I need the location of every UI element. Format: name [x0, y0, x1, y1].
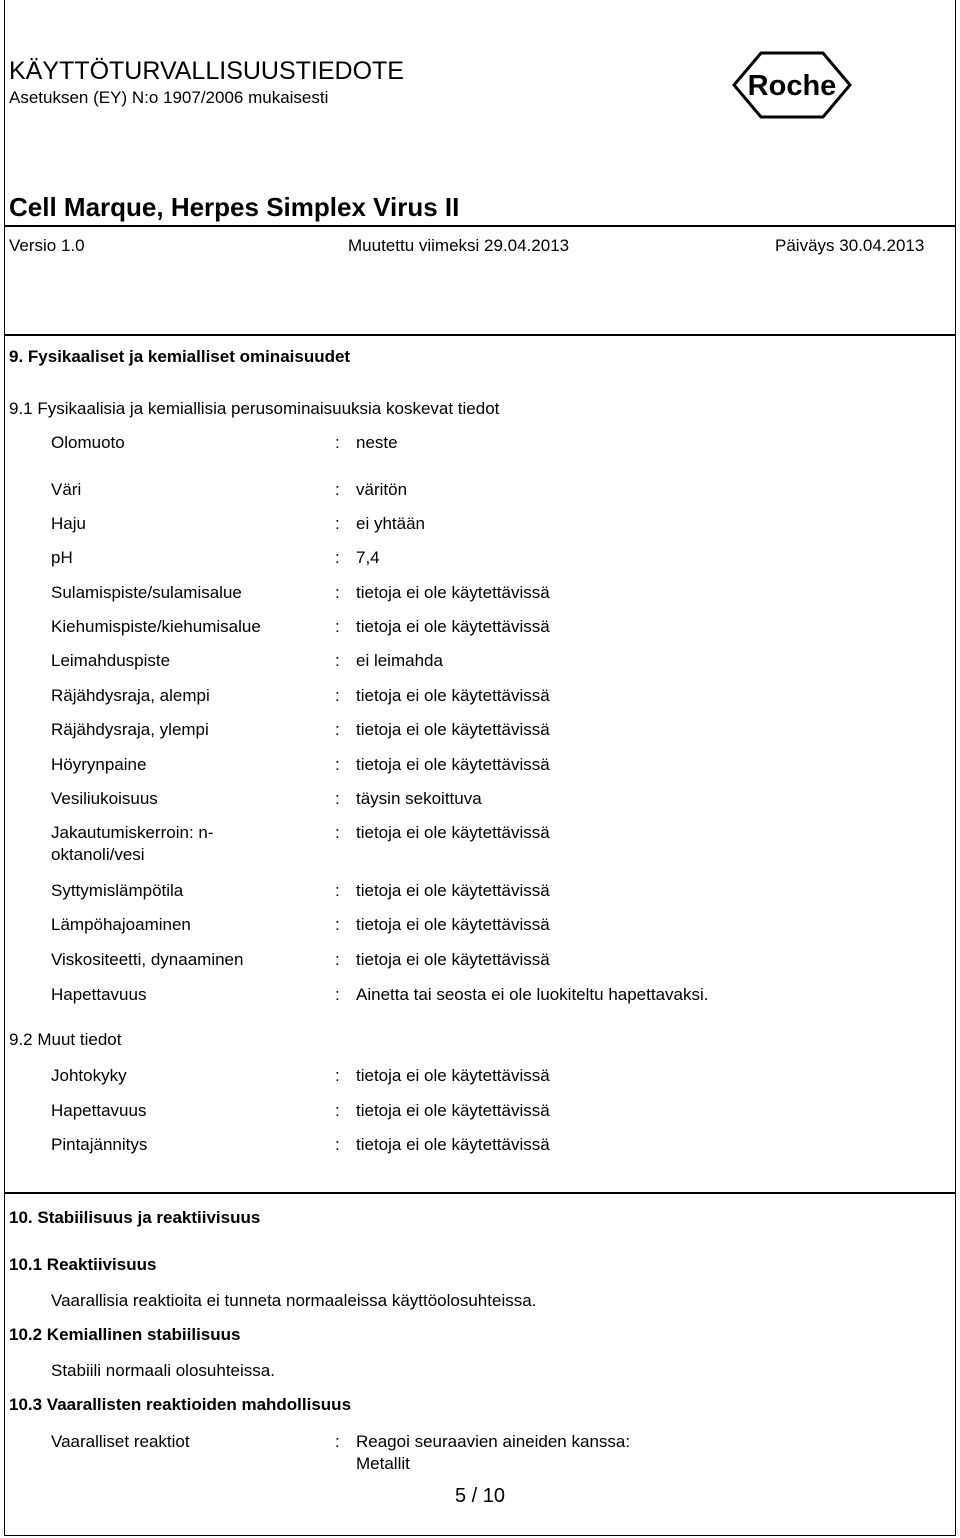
section10-2-heading: 10.2 Kemiallinen stabiilisuus	[9, 1325, 241, 1344]
property-value	[356, 1431, 916, 1475]
property-value: tietoja ei ole käytettävissä	[356, 823, 550, 842]
property-label: Leimahduspiste	[51, 651, 171, 670]
colon: :	[335, 583, 340, 602]
colon: :	[335, 686, 340, 705]
colon: :	[335, 433, 340, 452]
property-value: Ainetta tai seosta ei ole luokiteltu hapettavaksi.	[356, 985, 709, 1004]
property-label: Haju	[51, 514, 86, 533]
property-label: Olomuoto	[51, 433, 125, 452]
property-label: Syttymislämpötila	[51, 881, 184, 900]
property-value: tietoja ei ole käytettävissä	[356, 1101, 550, 1120]
colon: :	[335, 1066, 340, 1085]
property-value: tietoja ei ole käytettävissä	[356, 1066, 550, 1085]
colon: :	[335, 915, 340, 934]
property-value: tietoja ei ole käytettävissä	[356, 915, 550, 934]
property-value: tietoja ei ole käytettävissä	[356, 755, 550, 774]
property-label: Kiehumispiste/kiehumisalue	[51, 617, 261, 636]
section10-rule	[4, 1192, 956, 1194]
colon: :	[335, 789, 340, 808]
property-label: Viskositeetti, dynaaminen	[51, 950, 244, 969]
section9-2-heading: 9.2 Muut tiedot	[9, 1030, 122, 1049]
reactivity-text: Vaarallisia reaktioita ei tunneta normaaleissa käyttöolosuhteissa.	[51, 1291, 537, 1310]
property-label: Räjähdysraja, alempi	[51, 686, 210, 705]
property-label: Vaaralliset reaktiot	[51, 1432, 190, 1451]
colon: :	[335, 514, 340, 533]
colon: :	[335, 548, 340, 567]
property-label: pH	[51, 548, 73, 567]
property-value: tietoja ei ole käytettävissä	[356, 720, 550, 739]
section10-1-heading: 10.1 Reaktiivisuus	[9, 1255, 157, 1274]
property-label: Väri	[51, 480, 82, 499]
colon: :	[335, 480, 340, 499]
property-value: tietoja ei ole käytettävissä	[356, 617, 550, 636]
colon: :	[335, 1432, 340, 1451]
section9-1-heading: 9.1 Fysikaalisia ja kemiallisia perusominaisuuksia koskevat tiedot	[9, 399, 500, 418]
property-label: Hapettavuus	[51, 985, 147, 1004]
section10-title: 10. Stabiilisuus ja reaktiivisuus	[9, 1208, 261, 1227]
property-value: neste	[356, 433, 398, 452]
property-value: täysin sekoittuva	[356, 789, 482, 808]
property-value: tietoja ei ole käytettävissä	[356, 686, 550, 705]
section10-3-heading: 10.3 Vaarallisten reaktioiden mahdollisuus	[9, 1395, 352, 1414]
property-label: Lämpöhajoaminen	[51, 915, 191, 934]
colon: :	[335, 1135, 340, 1154]
property-value: tietoja ei ole käytettävissä	[356, 881, 550, 900]
colon: :	[335, 651, 340, 670]
property-label: Pintajännitys	[51, 1135, 148, 1154]
page-number: 5 / 10	[454, 1485, 506, 1507]
regulation-subtitle: Asetuksen (EY) N:o 1907/2006 mukaisesti	[9, 88, 329, 107]
colon: :	[335, 950, 340, 969]
roche-logo-text: Roche	[747, 70, 837, 102]
property-label: Jakautumiskerroin: n-oktanoli/vesi	[51, 823, 214, 864]
stability-text: Stabiili normaali olosuhteissa.	[51, 1361, 275, 1380]
colon: :	[335, 985, 340, 1004]
section9-title: 9. Fysikaaliset ja kemialliset ominaisuudet	[9, 347, 351, 366]
property-label: Hapettavuus	[51, 1101, 147, 1120]
property-label: Vesiliukoisuus	[51, 789, 158, 808]
section9-rule	[4, 334, 956, 336]
colon: :	[335, 755, 340, 774]
issue-date: Päiväys 30.04.2013	[775, 236, 925, 255]
property-value: tietoja ei ole käytettävissä	[356, 950, 550, 969]
colon: :	[335, 617, 340, 636]
product-name: Cell Marque, Herpes Simplex Virus II	[9, 192, 460, 222]
property-value: tietoja ei ole käytettävissä	[356, 583, 550, 602]
property-value: ei yhtään	[356, 514, 425, 533]
property-label: Höyrynpaine	[51, 755, 147, 774]
property-value: 7,4	[356, 548, 380, 567]
property-label: Räjähdysraja, ylempi	[51, 720, 209, 739]
colon: :	[335, 720, 340, 739]
colon: :	[335, 1101, 340, 1120]
revised-date: Muutettu viimeksi 29.04.2013	[348, 236, 570, 255]
property-value: ei leimahda	[356, 651, 443, 670]
colon: :	[335, 881, 340, 900]
property-value: tietoja ei ole käytettävissä	[356, 1135, 550, 1154]
version-label: Versio 1.0	[9, 236, 85, 255]
document-title: KÄYTTÖTURVALLISUUSTIEDOTE	[9, 57, 404, 85]
value-line: Reagoi seuraavien aineiden kanssa:	[356, 1432, 631, 1451]
property-value: väritön	[356, 480, 408, 499]
colon: :	[335, 823, 340, 842]
header-rule	[4, 225, 956, 227]
roche-logo	[731, 50, 853, 120]
value-line: Metallit	[356, 1454, 410, 1473]
property-label: Sulamispiste/sulamisalue	[51, 583, 242, 602]
property-label: Johtokyky	[51, 1066, 127, 1085]
